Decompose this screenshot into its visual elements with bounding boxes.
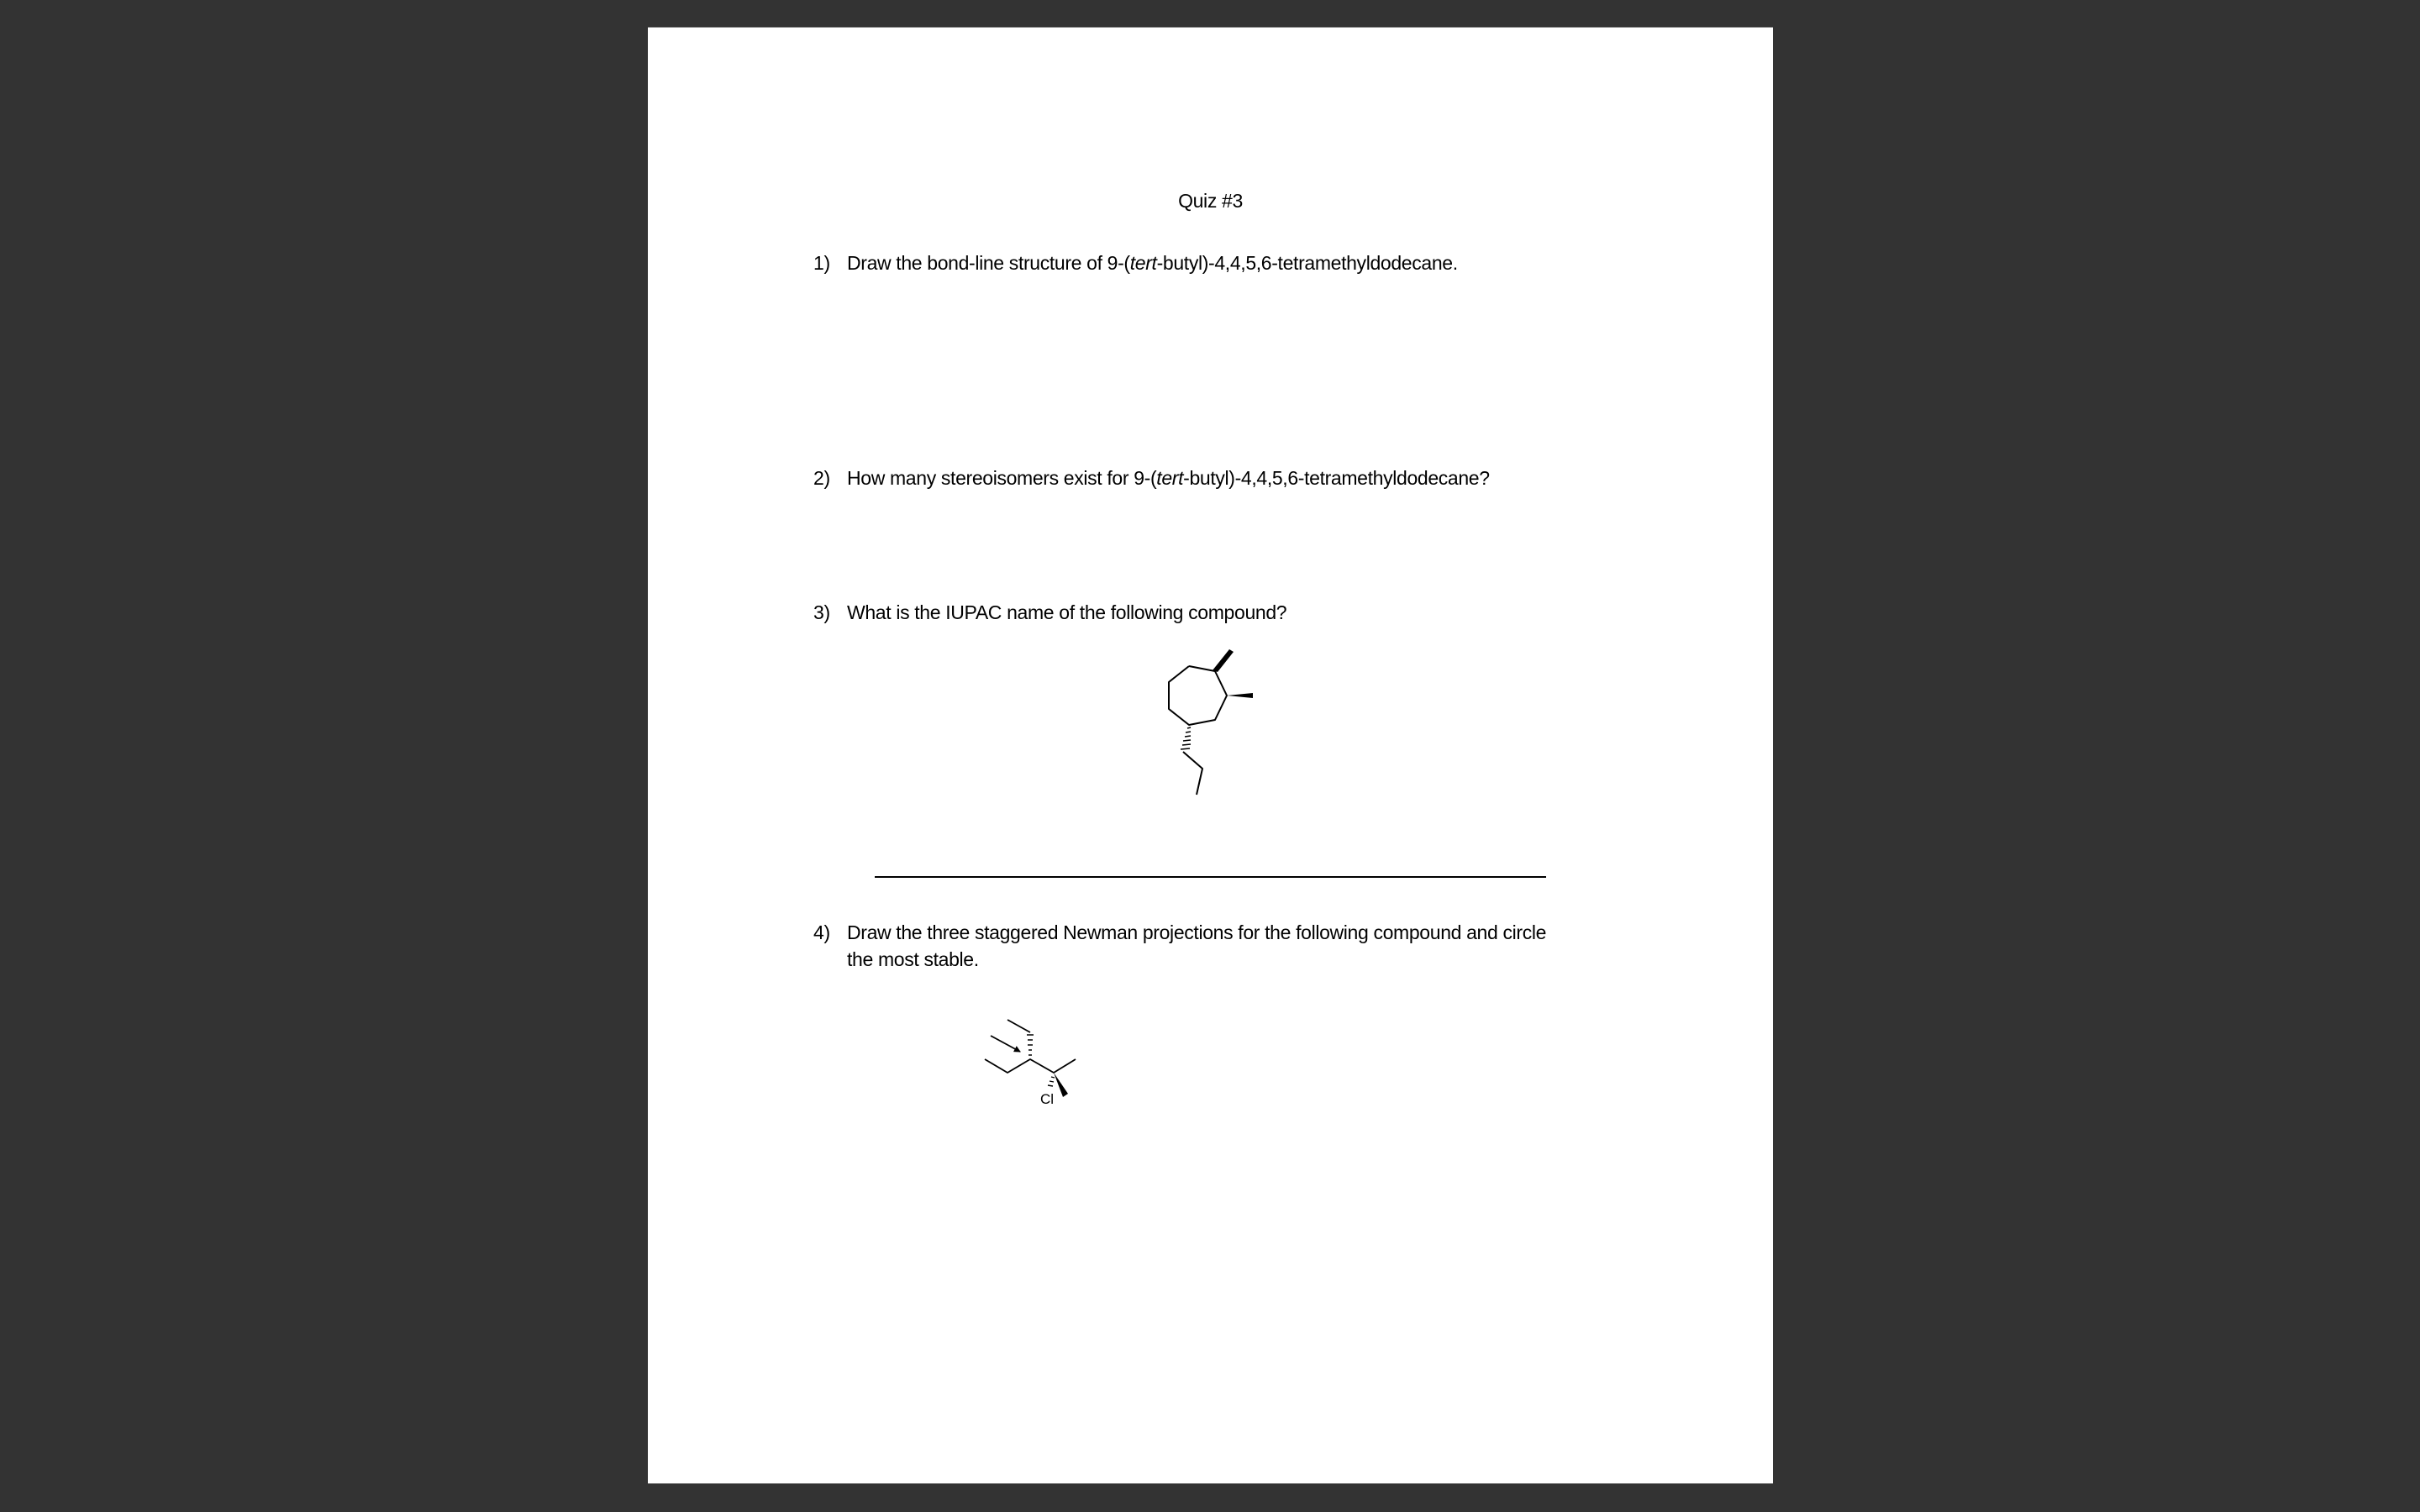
question-1-text-part: Draw the bond-line structure of 9-(	[847, 252, 1130, 274]
document-page	[648, 28, 1773, 1483]
question-2-text-part: How many stereoisomers exist for 9-(	[847, 467, 1157, 489]
question-3-number: 3)	[813, 601, 830, 623]
question-4-text-line2: the most stable.	[847, 948, 979, 970]
question-1-italic: tert	[1129, 252, 1157, 274]
newman-compound-structure	[648, 28, 1773, 1483]
question-3-text: What is the IUPAC name of the following compound?	[847, 601, 1287, 623]
question-2-italic: tert	[1156, 467, 1184, 489]
question-1-number: 1)	[813, 252, 830, 274]
quiz-title: Quiz #3	[1178, 190, 1243, 212]
question-2-number: 2)	[813, 467, 830, 489]
question-4-number: 4)	[813, 921, 830, 943]
question-1-text-part: -butyl)-4,4,5,6-tetramethyldodecane.	[1156, 252, 1458, 274]
question-2-text-part: -butyl)-4,4,5,6-tetramethyldodecane?	[1183, 467, 1490, 489]
question-4-text-line1: Draw the three staggered Newman projections for the following compound and circle	[847, 921, 1547, 943]
chlorine-label: Cl	[1040, 1091, 1055, 1107]
